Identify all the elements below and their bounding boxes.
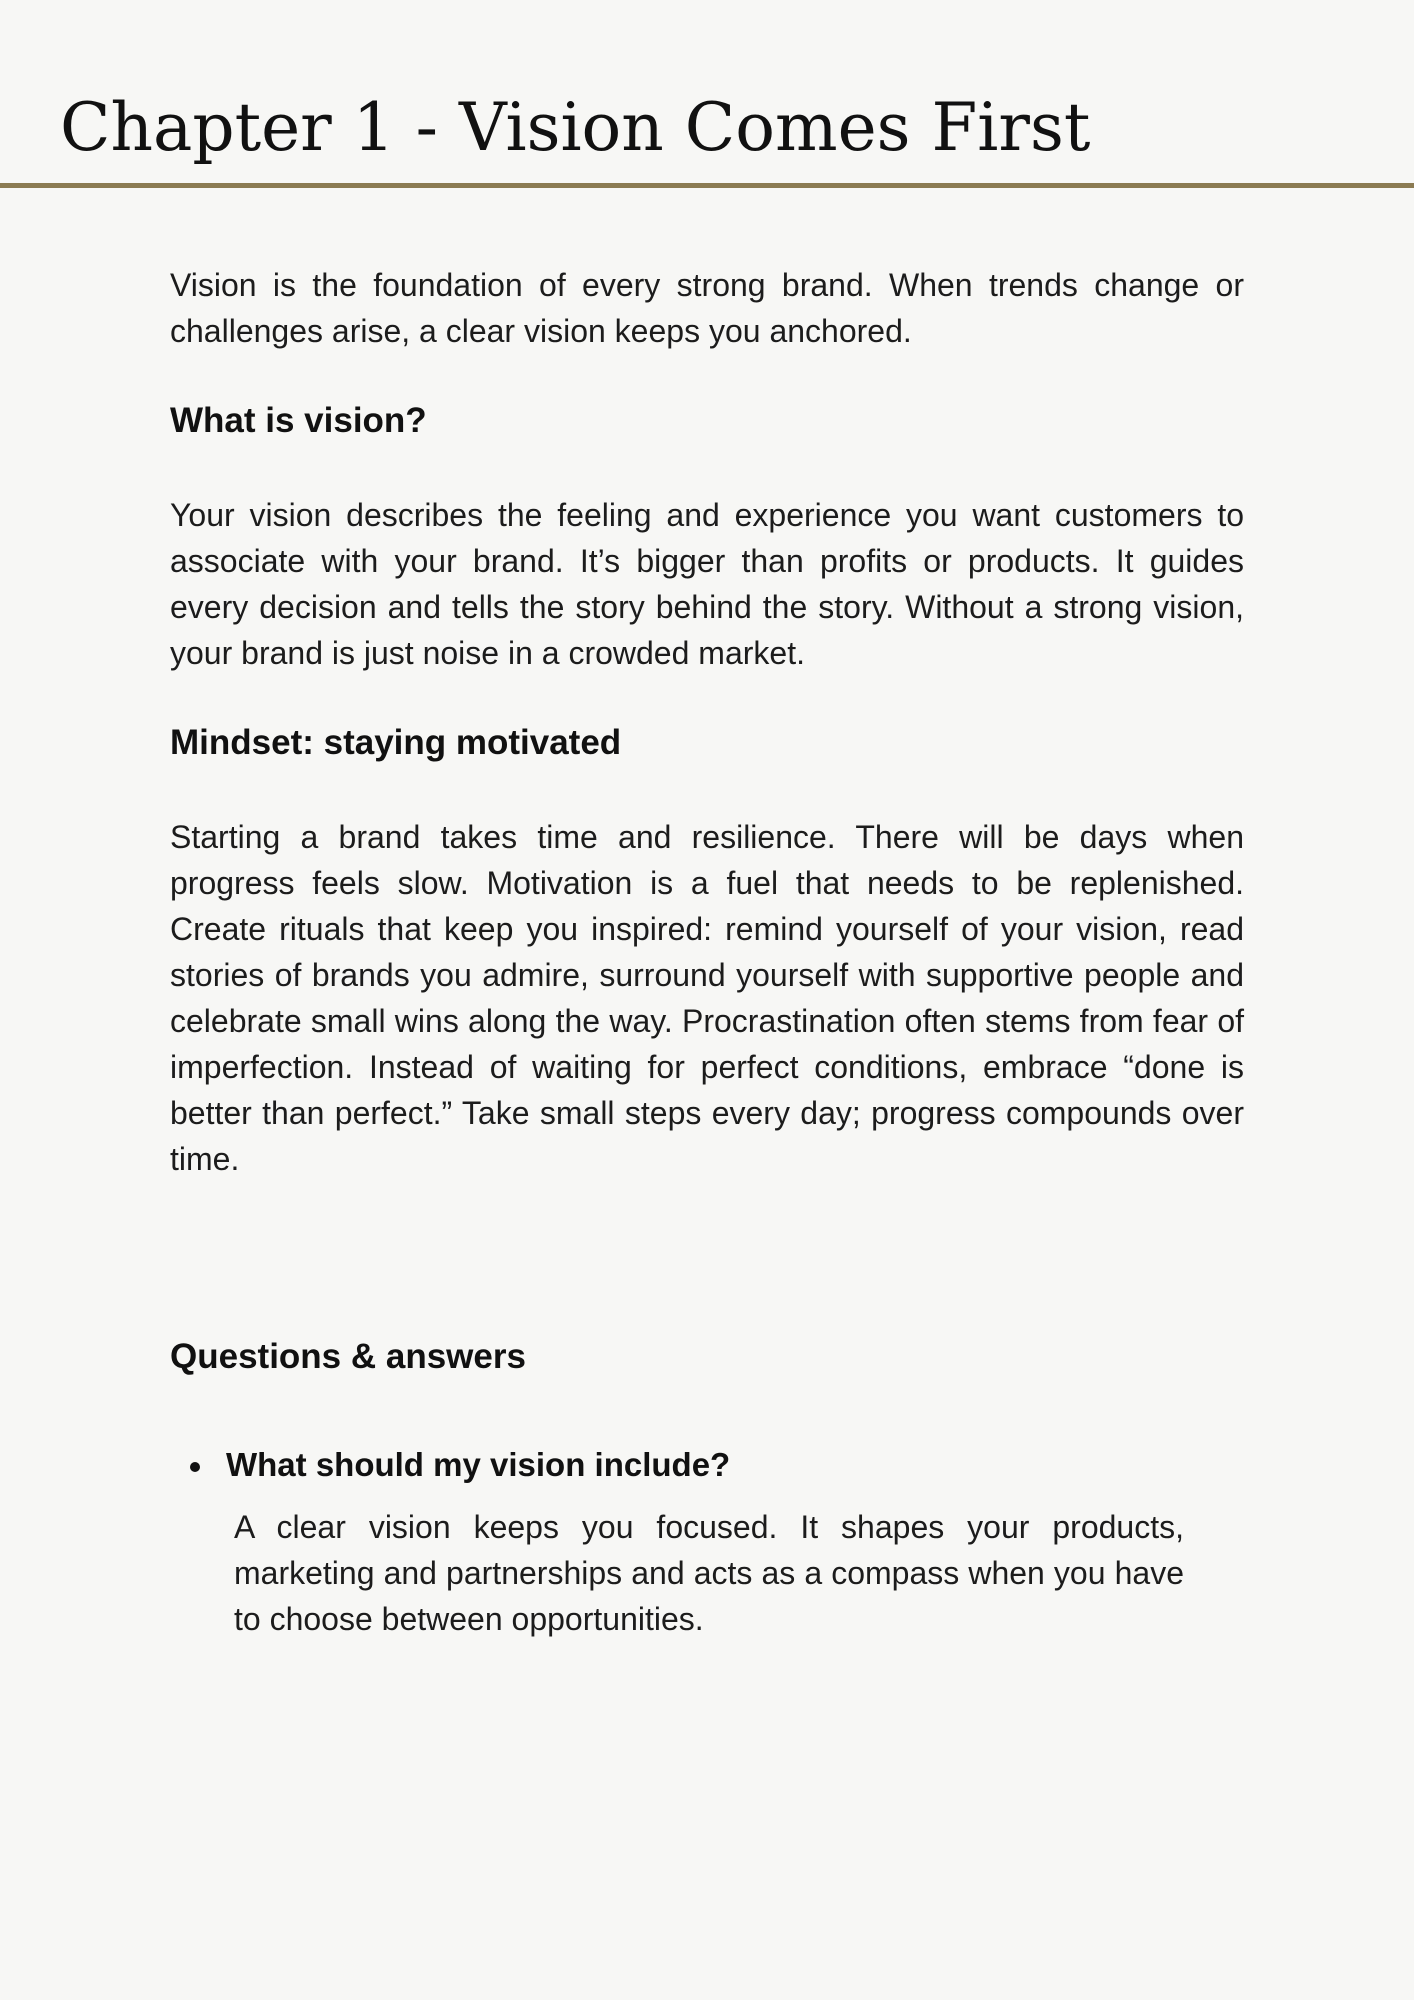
qa-item bbox=[170, 1442, 1244, 1642]
qa-answer: A clear vision keeps you focused. It shapes your products, marketing and partnerships and acts as a compass when you have to choose between opportunities. bbox=[234, 1509, 1184, 1637]
bullet-icon bbox=[190, 1462, 200, 1472]
qa-heading: Questions & answers bbox=[170, 1337, 526, 1376]
qa-list bbox=[170, 1442, 1244, 1642]
section-paragraph-mindset: Starting a brand takes time and resilience. There will be days when progress feels slow. Motivation is a fuel that needs to be replenished. Create rituals that keep you inspired: remind yourself of your vision, read stories of brands you admire, surround yourself with supportive people and celebrate small wins along the way. Procrastination often stems from fear of imperfection. Instead of waiting for perfect conditions, embrace “done is better than perfect.” Take small steps every day; progress compounds over time. bbox=[170, 819, 1244, 1177]
section-paragraph-what-is-vision: Your vision describes the feeling and experience you want customers to associate with your brand. It’s bigger than profits or products. It guides every decision and tells the story behind the story. Without a strong vision, your brand is just noise in a crowded market. bbox=[170, 497, 1244, 671]
chapter-header bbox=[0, 0, 1414, 188]
chapter-title: Chapter 1 - Vision Comes First bbox=[60, 89, 1091, 166]
qa-question: What should my vision include? bbox=[226, 1446, 731, 1483]
section-heading-mindset: Mindset: staying motivated bbox=[170, 723, 622, 762]
section-heading-what-is-vision: What is vision? bbox=[170, 401, 427, 440]
chapter-content bbox=[170, 262, 1244, 1642]
intro-paragraph: Vision is the foundation of every strong brand. When trends change or challenges arise, a clear vision keeps you anchored. bbox=[170, 267, 1244, 349]
